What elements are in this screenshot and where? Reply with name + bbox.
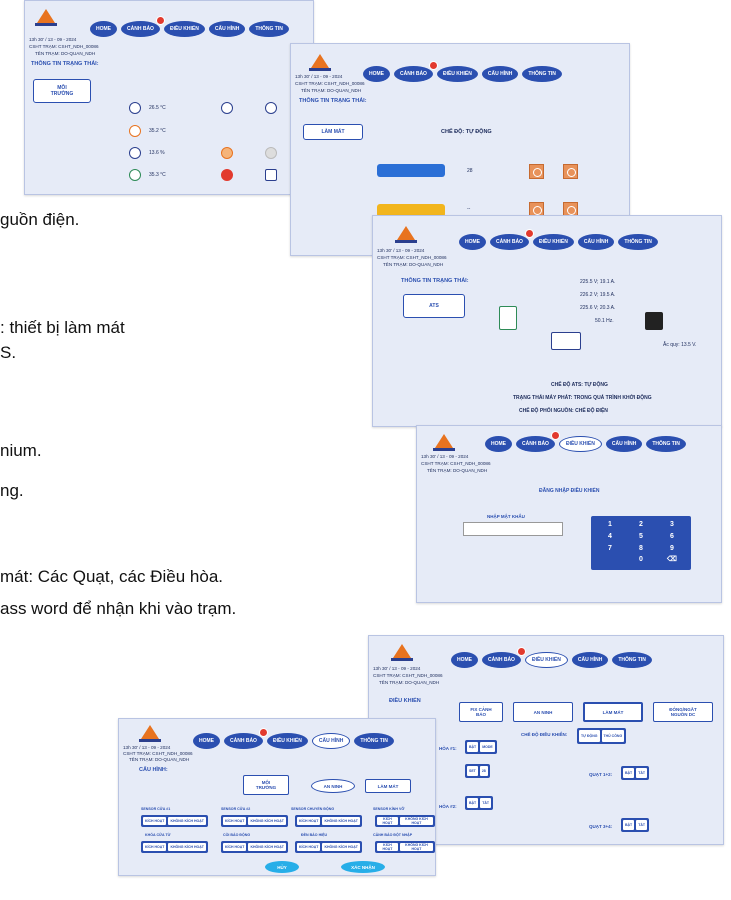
siren-toggle[interactable] — [221, 841, 288, 853]
nav-home[interactable]: HOME — [363, 66, 390, 82]
mode-label: CHẾ ĐỘ: TỰ ĐỘNG — [441, 129, 492, 135]
key-3[interactable]: 3 — [670, 521, 674, 528]
key-0[interactable]: 0 — [639, 556, 643, 564]
opt-enable[interactable]: KÍCH HOẠT — [299, 819, 319, 823]
nav-info[interactable]: THÔNG TIN — [249, 21, 289, 37]
cancel-button[interactable]: HỦY — [265, 861, 299, 873]
station-name: TÊN TRẠM: DO-QUAN_NDH — [35, 51, 96, 56]
opt-enable[interactable]: KÍCH HOẠT — [377, 843, 398, 851]
station-name: TÊN TRẠM: DO-QUAN_NDH — [301, 88, 362, 93]
key-5[interactable]: 5 — [639, 532, 643, 540]
fan-34-label: QUẠT 3+4: — [589, 824, 613, 829]
battery-voltage: Ắc quy: 13.5 V. — [663, 342, 697, 348]
nav-alert[interactable] — [394, 66, 433, 82]
beacon-label: ĐÈN BÁO HIỆU — [301, 833, 328, 837]
smoke-icon — [221, 102, 233, 114]
nav-info[interactable]: THÔNG TIN — [618, 234, 658, 250]
humidity-icon — [129, 147, 141, 159]
sensor-glass-label: SENSOR KÍNH VỠ — [373, 807, 405, 811]
opt-enable[interactable]: KÍCH HOẠT — [225, 845, 245, 849]
nav-alert-label: CẢNH BÁO — [127, 26, 154, 32]
phase-2: 226.2 V; 19.5 A. — [580, 292, 616, 298]
alarm-bell-icon — [551, 431, 560, 440]
datetime: 13h 30' / 13 - 09 - 2024 — [377, 248, 425, 253]
nav-info[interactable]: THÔNG TIN — [646, 436, 686, 452]
key-9[interactable]: 9 — [670, 544, 674, 552]
nav-alert[interactable] — [516, 436, 555, 452]
nav-alert-label: CẢNH BÁO — [522, 441, 549, 447]
tab-dc-power[interactable]: ĐÓNG/NGẮT NGUỒN DC — [653, 702, 713, 722]
opt-disable[interactable]: KHÔNG KÍCH HOẠT — [324, 845, 358, 849]
text-line-3: S. — [0, 343, 17, 362]
status-title: THÔNG TIN TRẠNG THÁI: — [299, 98, 367, 104]
sensor-value-4: 35.3 °C — [149, 172, 166, 178]
aircon-1-temp: 28 — [467, 168, 473, 174]
text-line-7: ass word để nhận khi vào trạm. — [0, 599, 237, 618]
screen-login — [416, 425, 722, 603]
opt-enable[interactable]: KÍCH HOẠT — [377, 817, 398, 825]
nav-control[interactable]: ĐIỀU KHIỂN — [533, 234, 574, 250]
station-id: CSHT TRẠM: CSHT_NDH_00086 — [421, 461, 491, 466]
aircon-2-on[interactable]: BẬT — [467, 798, 478, 808]
station-id: CSHT TRẠM: CSHT_NDH_00086 — [295, 81, 365, 86]
nav-home[interactable]: HOME — [459, 234, 486, 250]
mode-auto[interactable]: TỰ ĐỘNG — [579, 730, 600, 742]
power-tower-icon — [499, 306, 517, 330]
tab-security[interactable]: AN NINH — [311, 779, 355, 793]
ats-button[interactable]: ATS — [403, 294, 465, 318]
mode-manual[interactable]: THỦ CÔNG — [602, 730, 625, 742]
datetime: 13h 30' / 13 - 09 - 2024 — [373, 666, 421, 671]
mode-toggle[interactable] — [577, 728, 626, 744]
alarm-bell-icon — [517, 647, 526, 656]
frequency: 50.1 Hz. — [595, 318, 614, 324]
text-line-2: : thiết bị làm mát — [0, 318, 125, 337]
fan-12-toggle[interactable] — [621, 766, 649, 780]
aircon-2-power[interactable] — [465, 796, 493, 810]
text-line-4: nium. — [0, 441, 42, 460]
sensor-motion-label: SENSOR CHUYỂN ĐỘNG — [291, 807, 335, 811]
intrusion-label: CẢNH BÁO ĐỘT NHẬP — [373, 833, 413, 837]
aircon-1-mode[interactable]: MODE — [480, 742, 495, 752]
screen-ats — [372, 215, 722, 427]
station-name: TÊN TRẠM: DO-QUAN_NDH — [427, 468, 488, 473]
login-title: ĐĂNG NHẬP ĐIỀU KHIỂN — [539, 488, 600, 494]
environment-button[interactable]: MÔI TRƯỜNG — [33, 79, 91, 103]
nav-config[interactable]: CẤU HÌNH — [606, 436, 642, 452]
opt-enable[interactable]: KÍCH HOẠT — [145, 845, 165, 849]
nav-alert-label: CẢNH BÁO — [230, 738, 257, 744]
power-mode: CHẾ ĐỘ PHỐI NGUỒN: CHẾ ĐỘ ĐIỆN — [519, 408, 608, 414]
mode-label: CHẾ ĐỘ ĐIỀU KHIỂN: — [521, 732, 568, 737]
fan-12-on[interactable]: BẬT — [623, 768, 634, 778]
screen-config — [118, 718, 436, 876]
phase-1: 225.5 V; 19.1 A. — [580, 279, 616, 285]
station-icon — [551, 332, 581, 350]
nav-alert[interactable] — [121, 21, 160, 37]
logo — [139, 725, 161, 743]
sensor-value-2: 35.2 °C — [149, 128, 166, 134]
nav-info[interactable]: THÔNG TIN — [354, 733, 394, 749]
opt-enable[interactable]: KÍCH HOẠT — [145, 819, 165, 823]
alarm-bell-icon — [156, 16, 165, 25]
thermometer-icon — [129, 102, 141, 114]
section-title: ĐIỀU KHIỂN — [389, 698, 421, 704]
station-id: CSHT TRẠM: CSHT_NDH_00086 — [373, 673, 443, 678]
nav-control[interactable]: ĐIỀU KHIỂN — [525, 652, 568, 668]
aircon-1-set-label: SET — [467, 766, 478, 776]
datetime: 13h 30' / 13 - 09 - 2024 — [421, 454, 469, 459]
thermometer-icon — [129, 125, 141, 137]
nav-alert-label: CẢNH BÁO — [488, 657, 515, 663]
text-line-5: ng. — [0, 481, 24, 500]
tab-cooling[interactable]: LÀM MÁT — [583, 702, 643, 722]
nav-home[interactable]: HOME — [90, 21, 117, 37]
opt-disable[interactable]: KHÔNG KÍCH HOẠT — [324, 819, 358, 823]
status-title: THÔNG TIN TRẠNG THÁI: — [31, 61, 99, 67]
opt-disable[interactable]: KHÔNG KÍCH HOẠT — [250, 845, 284, 849]
nav-alert[interactable] — [482, 652, 521, 668]
generator-status: TRẠNG THÁI MÁY PHÁT: TRONG QUÁ TRÌNH KHỞI ĐỘNG — [513, 395, 652, 401]
nav-control[interactable]: ĐIỀU KHIỂN — [559, 436, 602, 452]
key-empty — [595, 555, 625, 566]
nav-config[interactable]: CẤU HÌNH — [578, 234, 614, 250]
beacon-toggle[interactable] — [295, 841, 362, 853]
station-id: CSHT TRẠM: CSHT_NDH_00086 — [377, 255, 447, 260]
aircon-1-label: HÒA #1: — [439, 746, 457, 751]
opt-disable[interactable]: KHÔNG KÍCH HOẠT — [170, 845, 204, 849]
logo — [35, 9, 57, 27]
opt-disable[interactable]: KHÔNG KÍCH HOẠT — [170, 819, 204, 823]
aircon-1-on[interactable]: BẬT — [467, 742, 478, 752]
nav-control[interactable]: ĐIỀU KHIỂN — [164, 21, 205, 37]
sensor-door-1-label: SENSOR CỬA #1 — [141, 807, 171, 811]
station-name: TÊN TRẠM: DO-QUAN_NDH — [383, 262, 444, 267]
aircon-1-set-value[interactable]: 28 — [480, 766, 488, 776]
nav-info[interactable]: THÔNG TIN — [522, 66, 562, 82]
sensor-value-3: 13.6 % — [149, 150, 165, 156]
logo — [309, 54, 331, 72]
sensor-door-2-label: SENSOR CỬA #2 — [221, 807, 251, 811]
aircon-2-label: HÒA #2: — [439, 804, 457, 809]
aircon-1-set[interactable] — [465, 764, 490, 778]
opt-disable[interactable]: KHÔNG KÍCH HOẠT — [250, 819, 284, 823]
opt-enable[interactable]: KÍCH HOẠT — [225, 819, 245, 823]
nav-alert[interactable] — [224, 733, 263, 749]
sensor-glass-toggle[interactable] — [375, 815, 435, 827]
section-title: CẤU HÌNH: — [139, 767, 168, 773]
alarm-bell-icon — [259, 728, 268, 737]
phase-3: 225.6 V; 20.3 A. — [580, 305, 616, 311]
ats-mode: CHẾ ĐỘ ATS: TỰ ĐỘNG — [551, 382, 608, 388]
nav-config[interactable]: CẤU HÌNH — [312, 733, 350, 749]
nav-home[interactable]: HOME — [485, 436, 512, 452]
confirm-button[interactable]: XÁC NHẬN — [341, 861, 385, 873]
fan-34-on[interactable]: BẬT — [623, 820, 634, 830]
fire-icon — [265, 102, 277, 114]
status-title: THÔNG TIN TRẠNG THÁI: — [401, 278, 469, 284]
key-7[interactable]: 7 — [608, 544, 612, 552]
nav-home[interactable]: HOME — [193, 733, 220, 749]
key-2[interactable]: 2 — [639, 521, 643, 528]
key-1[interactable]: 1 — [608, 521, 612, 528]
sensor-door-2-toggle[interactable] — [221, 815, 288, 827]
alarm-bell-icon — [525, 229, 534, 238]
key-8[interactable]: 8 — [639, 544, 643, 552]
water-icon — [221, 147, 233, 159]
text-line-1: guồn điện. — [0, 210, 80, 229]
thermometer-icon — [129, 169, 141, 181]
nav-home[interactable]: HOME — [451, 652, 478, 668]
key-6[interactable]: 6 — [670, 532, 674, 540]
station-id: CSHT TRẠM: CSHT_NDH_00086 — [123, 751, 193, 756]
opt-disable[interactable]: KHÔNG KÍCH HOẠT — [400, 843, 433, 851]
door-icon — [265, 147, 277, 159]
nav-alert-label: CẢNH BÁO — [496, 239, 523, 245]
opt-disable[interactable]: KHÔNG KÍCH HOẠT — [400, 817, 433, 825]
password-label: NHẬP MẬT KHẨU — [487, 514, 525, 519]
fan-icon — [529, 164, 544, 179]
password-field[interactable] — [463, 522, 563, 536]
fan-34-off[interactable]: TẮT — [636, 820, 647, 830]
nav-control[interactable]: ĐIỀU KHIỂN — [437, 66, 478, 82]
datetime: 13h 30' / 13 - 09 - 2024 — [29, 37, 77, 42]
fan-12-label: QUẠT 1+2: — [589, 772, 613, 777]
nav-control[interactable]: ĐIỀU KHIỂN — [267, 733, 308, 749]
tab-fix-alert[interactable]: FIX CẢNH BÁO — [459, 702, 503, 722]
aircon-2-temp: -- — [467, 206, 471, 212]
fan-12-off[interactable]: TẮT — [636, 768, 647, 778]
cooling-button[interactable]: LÀM MÁT — [303, 124, 363, 140]
nav-alert[interactable] — [490, 234, 529, 250]
generator-icon — [645, 312, 663, 330]
tab-environment[interactable]: MÔI TRƯỜNG — [243, 775, 289, 795]
siren-label: CÒI BÁO ĐỘNG — [223, 833, 251, 837]
datetime: 13h 30' / 13 - 09 - 2024 — [123, 745, 171, 750]
mag-lock-label: KHÓA CỬA TỪ — [145, 833, 171, 837]
nav-config[interactable]: CẤU HÌNH — [209, 21, 245, 37]
station-name: TÊN TRẠM: DO-QUAN_NDH — [379, 680, 440, 685]
logo — [433, 434, 455, 452]
nav-alert-label: CẢNH BÁO — [400, 71, 427, 77]
speaker-icon — [265, 169, 277, 181]
nav-info[interactable]: THÔNG TIN — [612, 652, 652, 668]
aircon-1 — [377, 164, 445, 177]
logo — [391, 644, 413, 662]
numeric-keypad — [591, 516, 691, 570]
fan-icon — [563, 164, 578, 179]
screen-environment — [24, 0, 314, 195]
text-line-6: mát: Các Quạt, các Điều hòa. — [0, 567, 223, 586]
nav-config[interactable]: CẤU HÌNH — [572, 652, 608, 668]
alarm-bell-icon — [429, 61, 438, 70]
key-4[interactable]: 4 — [608, 532, 612, 540]
sensor-motion-toggle[interactable] — [295, 815, 362, 827]
aircon-1-power[interactable] — [465, 740, 497, 754]
datetime: 13h 30' / 13 - 09 - 2024 — [295, 74, 343, 79]
sensor-value-1: 26.5 °C — [149, 105, 166, 111]
aircon-2-off[interactable]: TẮT — [480, 798, 491, 808]
station-name: TÊN TRẠM: DO-QUAN_NDH — [129, 757, 190, 762]
tab-cooling[interactable]: LÀM MÁT — [365, 779, 411, 793]
station-id: CSHT TRẠM: CSHT_NDH_00086 — [29, 44, 99, 49]
sensor-door-1-toggle[interactable] — [141, 815, 208, 827]
fan-34-toggle[interactable] — [621, 818, 649, 832]
intrusion-toggle[interactable] — [375, 841, 435, 853]
backspace-icon[interactable]: ⌫ — [667, 556, 677, 564]
mag-lock-toggle[interactable] — [141, 841, 208, 853]
nav-config[interactable]: CẤU HÌNH — [482, 66, 518, 82]
tab-security[interactable]: AN NINH — [513, 702, 573, 722]
alarm-icon — [221, 169, 233, 181]
opt-enable[interactable]: KÍCH HOẠT — [299, 845, 319, 849]
logo — [395, 226, 417, 244]
